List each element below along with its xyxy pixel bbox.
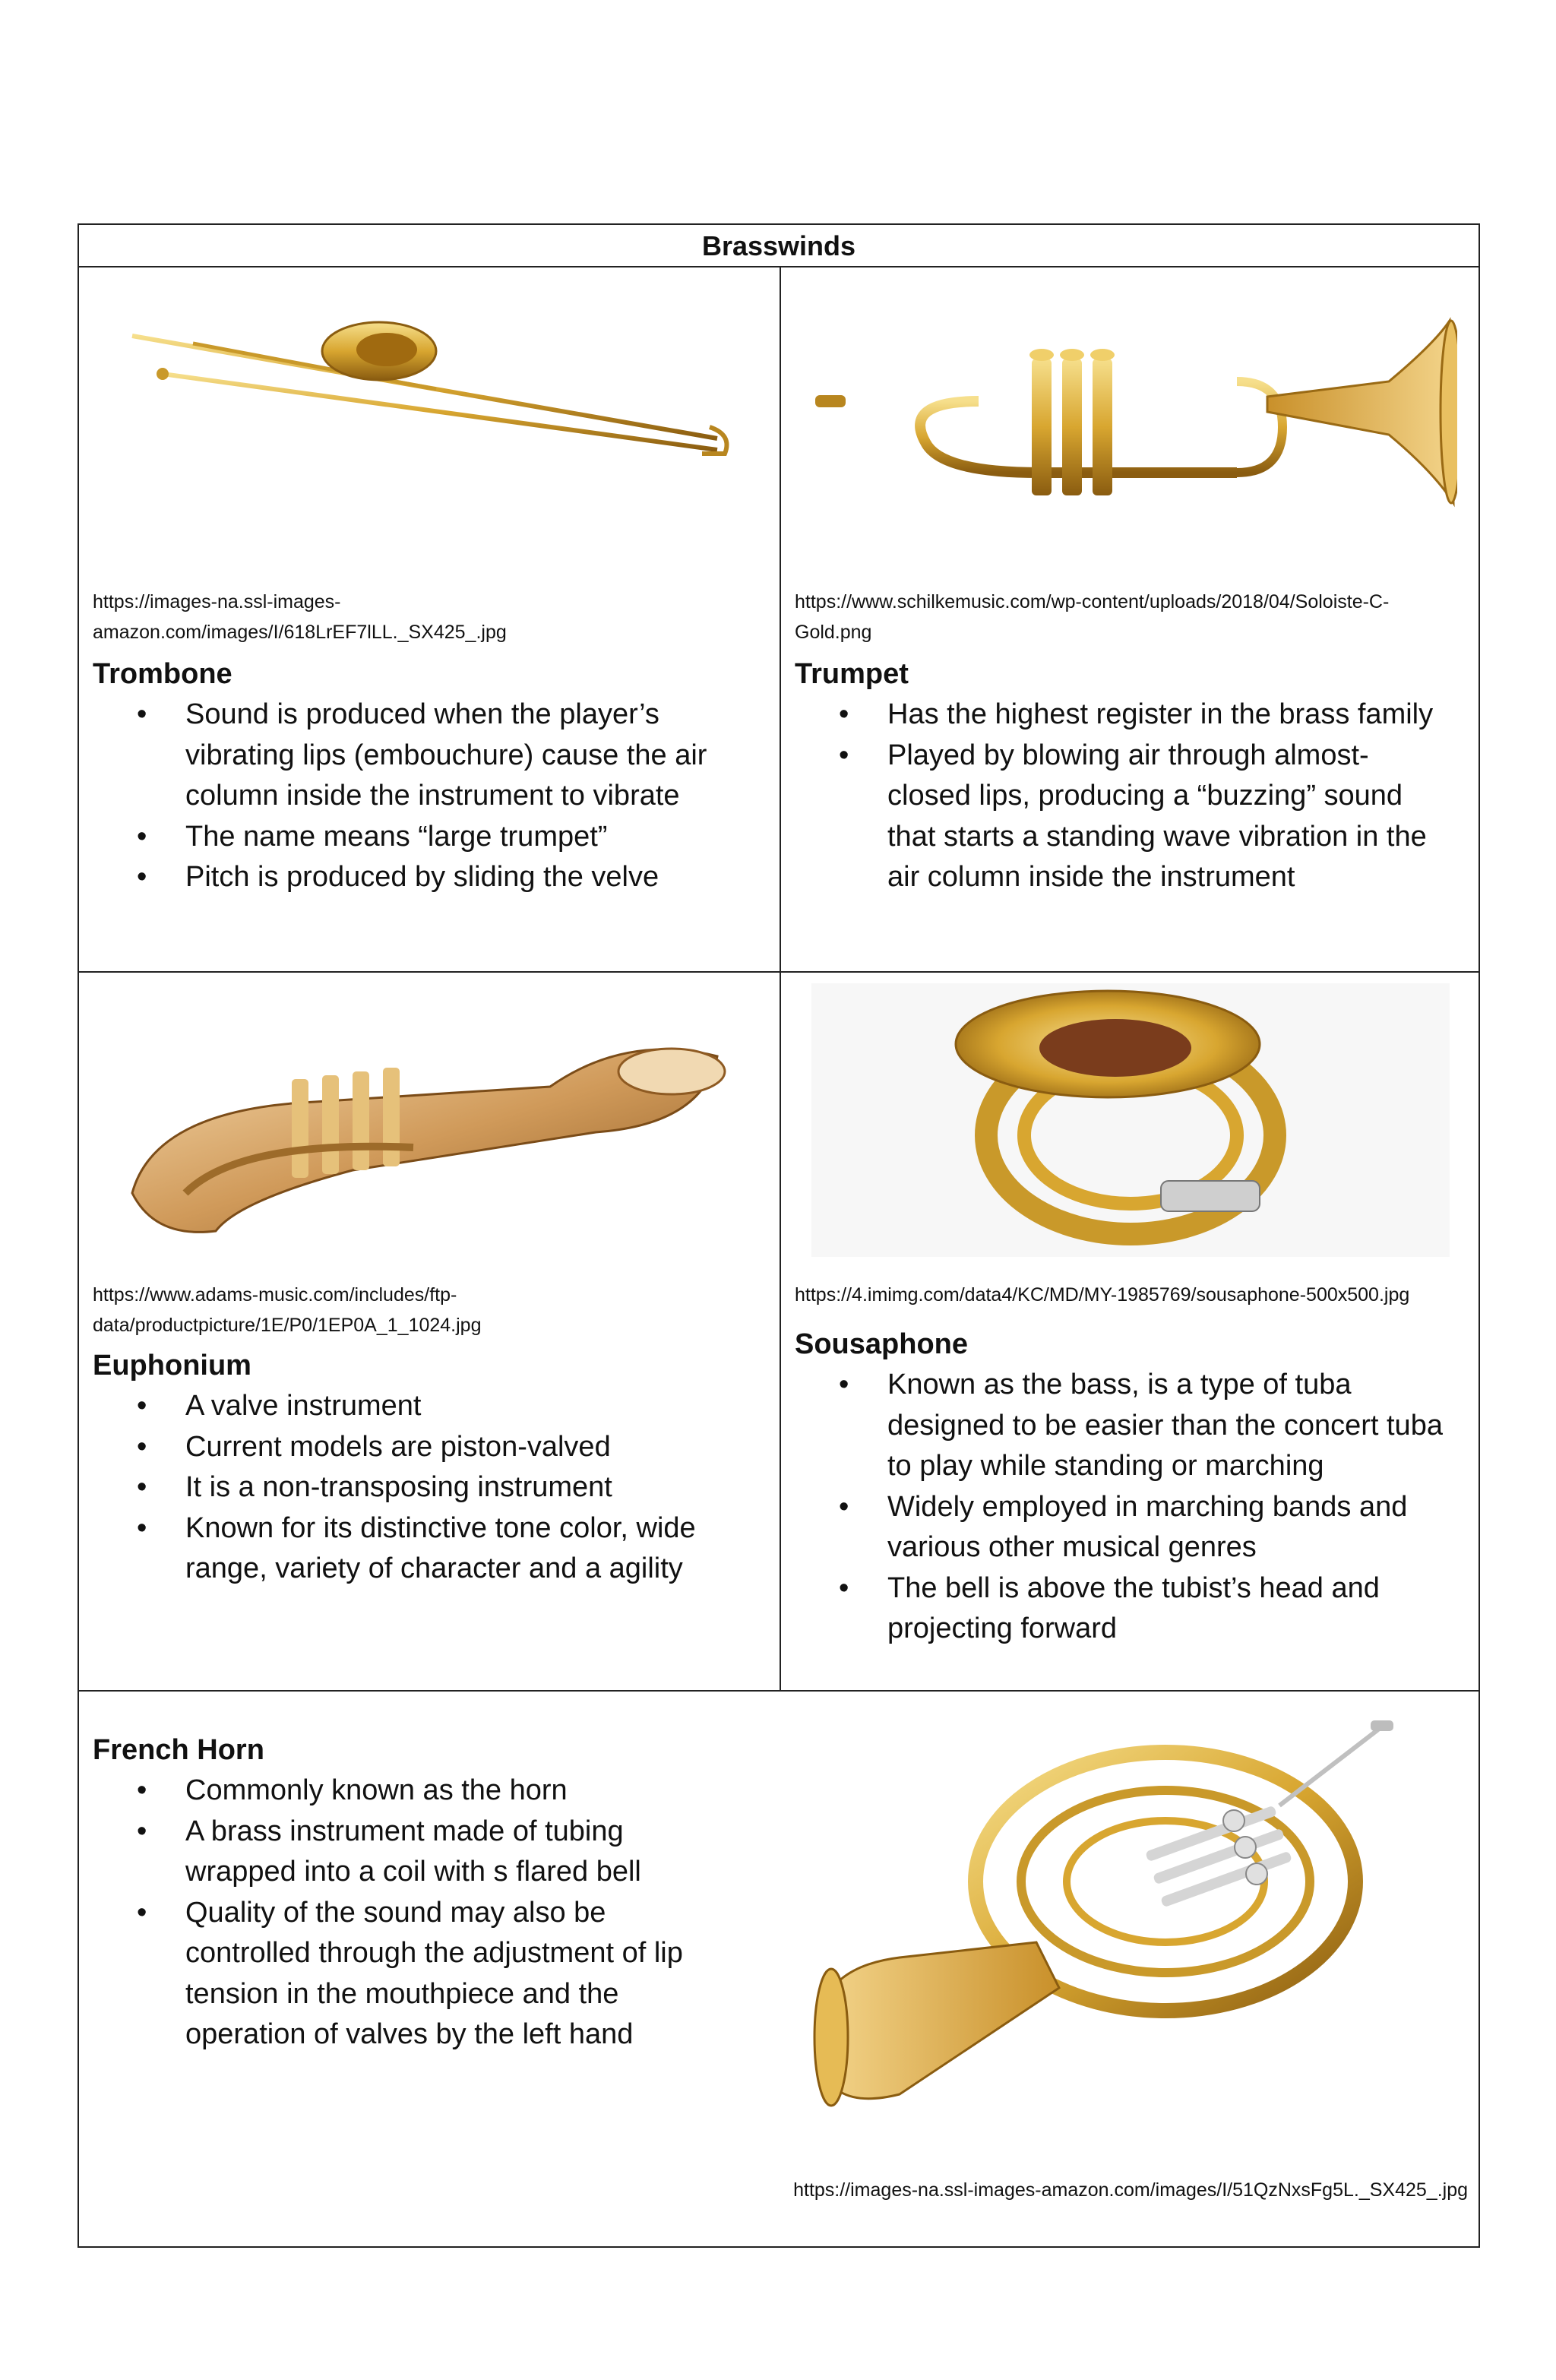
euphonium-image [125, 1018, 732, 1246]
list-item: • The name means “large trumpet” [94, 817, 748, 858]
bullet-list [94, 695, 748, 898]
cell-euphonium [79, 973, 780, 1690]
list-item: • The bell is above the tubist’s head and projecting forward [796, 1568, 1450, 1650]
list-item: • A brass instrument made of tubing wrapped into a coil with s flared bell [94, 1812, 717, 1893]
instrument-title: Sousaphone [795, 1328, 969, 1360]
bullet-list [94, 1386, 748, 1590]
brasswinds-table [77, 223, 1480, 2248]
list-item: • Known for its distinctive tone color, wide range, variety of character and a agility [94, 1508, 748, 1590]
instrument-title: Trombone [93, 658, 232, 690]
bullet-list [796, 1365, 1450, 1650]
list-item: • Known as the bass, is a type of tuba designed to be easier than the concert tuba to play while standing or marching [796, 1365, 1450, 1487]
list-item: • A valve instrument [94, 1386, 748, 1427]
list-item: • Widely employed in marching bands and various other musical genres [796, 1487, 1450, 1568]
image-source-url [93, 1280, 761, 1340]
url-line: Gold.png [795, 622, 872, 643]
url-line: https://images-na.ssl-images-amazon.com/images/I/51QzNxsFg5L._SX425_.jpg [793, 2179, 1468, 2201]
image-source-url [795, 1280, 1479, 1310]
list-item: • Quality of the sound may also be controlled through the adjustment of lip tension in the mouthpiece and the operation of valves by the left hand [94, 1893, 717, 2056]
cell-sousaphone [781, 973, 1480, 1690]
url-line: amazon.com/images/I/618LrEF7lLL._SX425_.jpg [93, 622, 507, 643]
list-item: • Sound is produced when the player’s vibrating lips (embouchure) cause the air column inside the instrument to vibrate [94, 695, 748, 817]
bullet-list [94, 1771, 717, 2056]
cell-trombone [79, 267, 780, 971]
image-source-url [793, 2175, 1468, 2205]
bullet-list [796, 695, 1450, 898]
list-item: • Pitch is produced by sliding the velve [94, 857, 748, 898]
image-source-url [93, 587, 761, 647]
list-item: • It is a non-transposing instrument [94, 1467, 748, 1508]
table-title: Brasswinds [701, 230, 856, 261]
list-item: • Has the highest register in the brass family [796, 695, 1450, 736]
image-source-url [795, 587, 1463, 647]
list-item: • Current models are piston-valved [94, 1427, 748, 1468]
instrument-title: French Horn [93, 1734, 264, 1766]
cell-french-horn [79, 1692, 1480, 2246]
cell-trumpet [781, 267, 1480, 971]
sousaphone-image [811, 983, 1450, 1257]
instrument-title: Trumpet [795, 658, 909, 690]
list-item: • Played by blowing air through almost-closed lips, producing a “buzzing” sound that starts a standing wave vibration in the air column inside the instrument [796, 736, 1450, 898]
url-line: https://4.imimg.com/data4/KC/MD/MY-1985769/sousaphone-500x500.jpg [795, 1284, 1410, 1306]
french-horn-image [808, 1714, 1416, 2117]
trumpet-image [811, 298, 1457, 526]
url-line: data/productpicture/1E/P0/1EP0A_1_1024.jpg [93, 1315, 482, 1336]
url-line: https://www.schilkemusic.com/wp-content/uploads/2018/04/Soloiste-C- [795, 591, 1390, 612]
url-line: https://www.adams-music.com/includes/ftp- [93, 1284, 457, 1306]
instrument-title: Euphonium [93, 1350, 251, 1381]
list-item: • Commonly known as the horn [94, 1771, 717, 1812]
url-line: https://images-na.ssl-images- [93, 591, 341, 612]
trombone-image [117, 313, 748, 473]
